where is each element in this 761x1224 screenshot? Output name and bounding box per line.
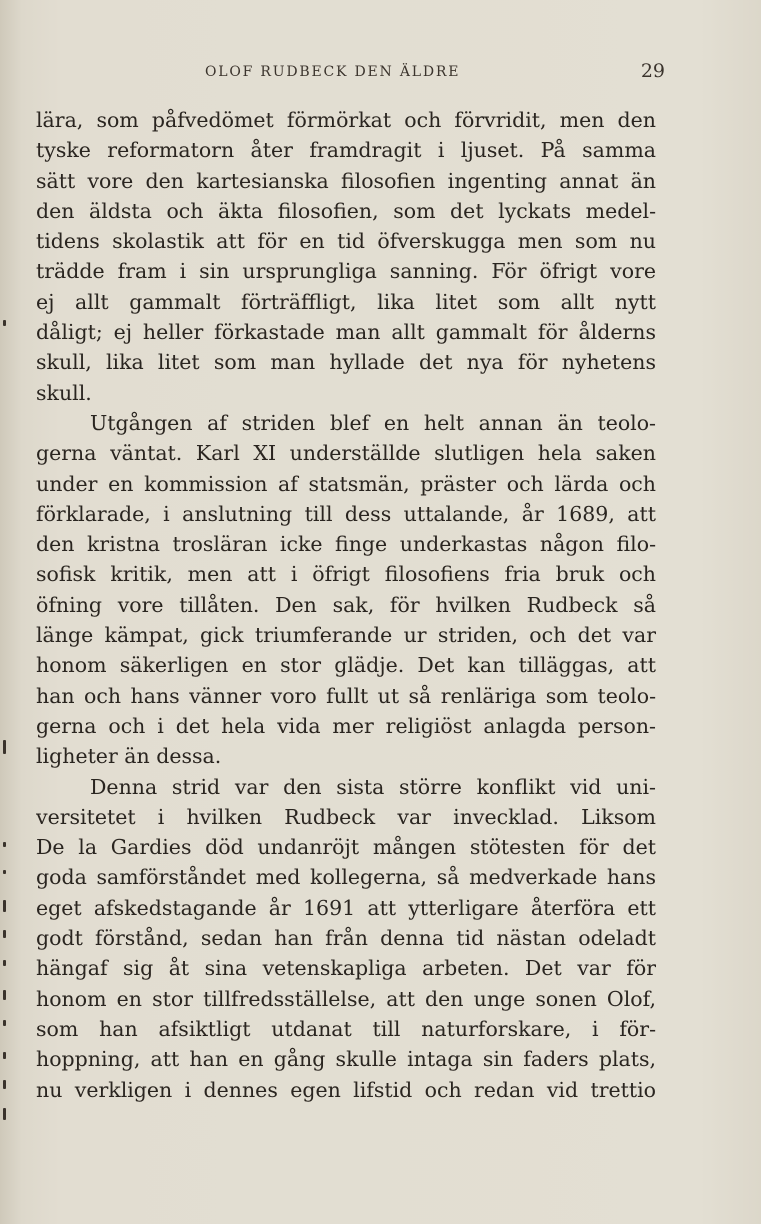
text-line: den kristna trosläran icke finge underkastas någon filo- <box>36 532 656 557</box>
text-line: ligheter än dessa. <box>36 744 222 769</box>
text-line: tidens skolastik att för en tid öfverskugga men som nu <box>36 229 656 254</box>
text-line: honom säkerligen en stor glädje. Det kan tilläggas, att <box>36 653 656 678</box>
text-line: hängaf sig åt sina vetenskapliga arbeten. Det var för <box>36 956 656 981</box>
text-line: nu verkligen i dennes egen lifstid och redan vid trettio <box>36 1077 656 1102</box>
text-line: honom en stor tillfredsställelse, att den unge sonen Olof, <box>36 986 656 1011</box>
text-line: han och hans vänner voro fullt ut så renläriga som teolo- <box>36 683 656 708</box>
running-head: OLOF RUDBECK DEN ÄLDRE <box>205 64 461 80</box>
body-text <box>36 105 656 1105</box>
text-line: De la Gardies död undanröjt mången stötesten för det <box>36 835 656 860</box>
text-line: öfning vore tillåten. Den sak, för hvilken Rudbeck så <box>36 592 656 617</box>
page-header <box>205 60 665 86</box>
text-line: gerna väntat. Karl XI underställde slutligen hela saken <box>36 441 656 466</box>
text-line: Utgången af striden blef en helt annan än teolo- <box>90 410 656 435</box>
text-line: sätt vore den kartesianska filosofien ingenting annat än <box>36 168 656 193</box>
page-number: 29 <box>640 60 665 82</box>
text-line: godt förstånd, sedan han från denna tid nästan odeladt <box>36 926 656 951</box>
text-line: eget afskedstagande år 1691 att ytterligare återföra ett <box>36 895 656 920</box>
binding-edge <box>0 0 16 1224</box>
text-line: skull, lika litet som man hyllade det nya för nyhetens <box>36 350 656 375</box>
text-line: Denna strid var den sista större konflikt vid uni- <box>90 774 656 799</box>
text-line: den äldsta och äkta filosofien, som det lyckats medel- <box>36 198 656 223</box>
text-line: hoppning, att han en gång skulle intaga sin faders plats, <box>36 1047 656 1072</box>
text-line: gerna och i det hela vida mer religiöst anlagda person- <box>36 713 656 738</box>
text-line: lära, som påfvedömet förmörkat och förvridit, men den <box>36 108 656 132</box>
text-line: skull. <box>36 380 92 405</box>
text-line: ej allt gammalt förträffligt, lika litet som allt nytt <box>36 289 656 314</box>
text-line: förklarade, i anslutning till dess uttalande, år 1689, att <box>36 501 656 526</box>
text-line: sofisk kritik, men att i öfrigt filosofiens fria bruk och <box>36 562 656 587</box>
text-line: under en kommission af statsmän, präster och lärda och <box>36 471 656 496</box>
text-line: goda samförståndet med kollegerna, så medverkade hans <box>36 865 656 890</box>
text-line: tyske reformatorn åter framdragit i ljuset. På samma <box>36 138 656 163</box>
text-line: trädde fram i sin ursprungliga sanning. För öfrigt vore <box>36 259 656 284</box>
text-line: dåligt; ej heller förkastade man allt gammalt för ålderns <box>36 320 656 345</box>
text-line: versitetet i hvilken Rudbeck var invecklad. Liksom <box>36 804 656 829</box>
text-line: som han afsiktligt utdanat till naturforskare, i för- <box>36 1016 656 1041</box>
text-line: länge kämpat, gick triumferande ur striden, och det var <box>36 623 656 648</box>
